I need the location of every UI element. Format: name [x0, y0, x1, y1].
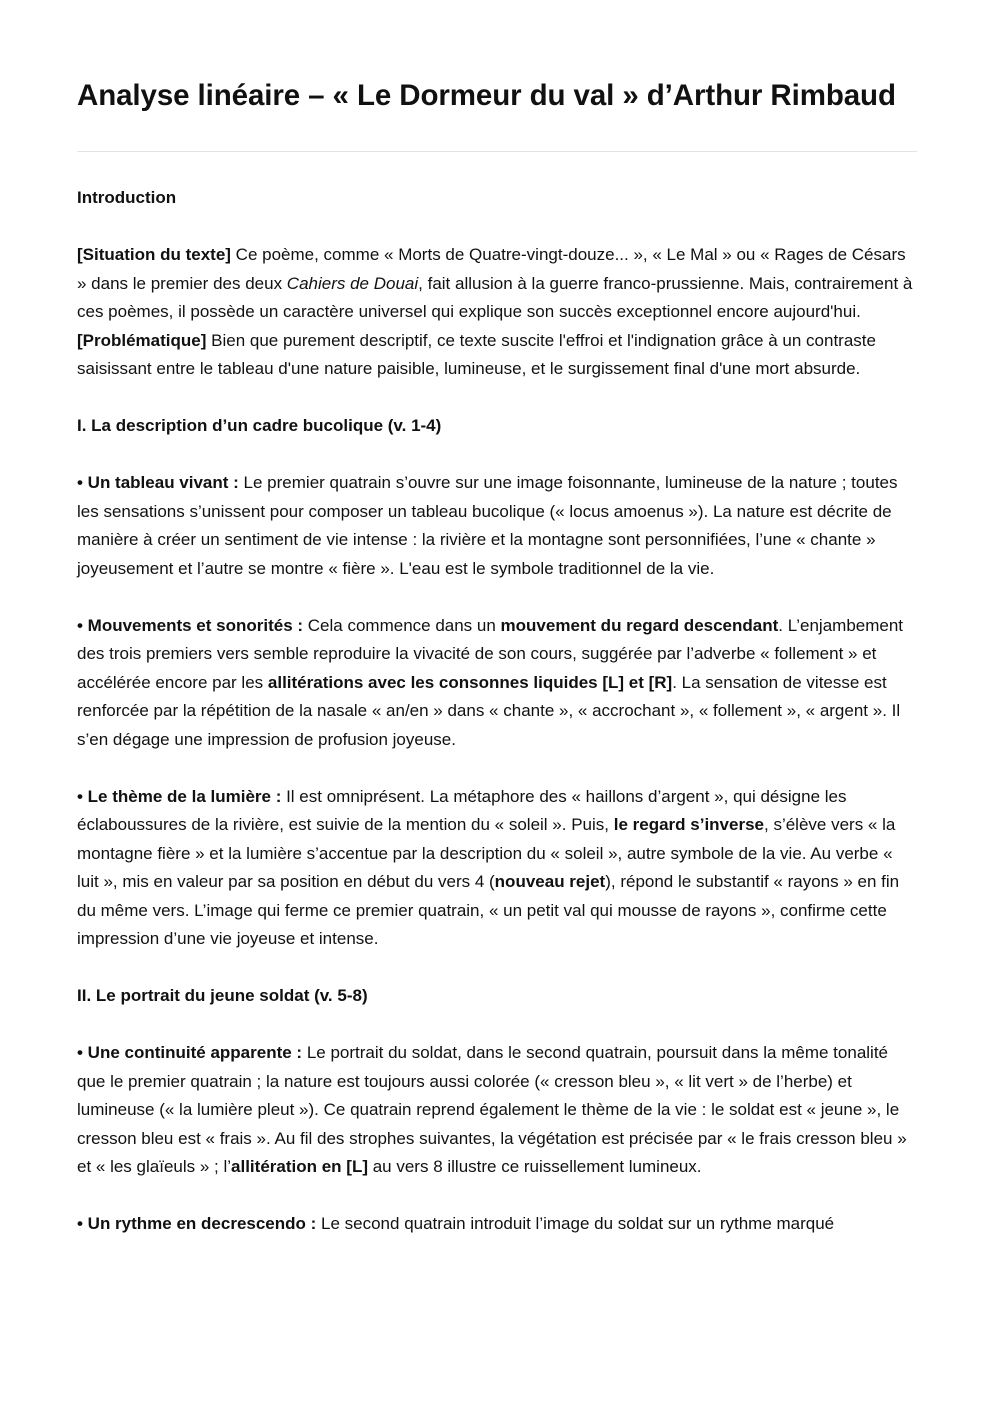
problematique-text: Bien que purement descriptif, ce texte suscite l'effroi et l'indignation grâce à un contraste saisissant entre le tableau d'une nature paisible, lumineuse, et le surgissement final d'une mort absurde.: [77, 330, 876, 378]
section1-paragraph-1: [77, 469, 917, 583]
section1-p2-text-a: Cela commence dans un: [303, 615, 501, 635]
section2-p1-label: • Une continuité apparente :: [77, 1043, 303, 1062]
document-body: [77, 184, 917, 1239]
section1-p3-bold-b: le regard s’inverse: [613, 815, 764, 834]
section1-paragraph-2: [77, 612, 917, 755]
section2-paragraph-1: [77, 1039, 917, 1182]
situation-text-a: Ce poème, comme « Morts de Quatre-vingt-douze... », « Le Mal » ou « Rages de Césars » dans le premier des deux: [77, 245, 906, 293]
section1-p2-bold-d: allitérations avec les consonnes liquides [L] et [R]: [267, 672, 673, 692]
section1-p3-bold-d: nouveau rejet: [494, 872, 606, 891]
section1-p2-bold-b: mouvement du regard descendant: [500, 615, 779, 635]
section2-p1-text-a: Le portrait du soldat, dans le second quatrain, poursuit dans la même tonalité que le premier quatrain ; la nature est toujours aussi colorée (« cresson bleu », « lit vert » de l’herbe) et lumineuse (« la lumière pleut »). Ce quatrain reprend également le thème de la vie : le soldat est « jeune », le cresson bleu est « frais ». Au fil des strophes suivantes, la végétation est précisée par « le frais cresson bleu » et « les glaïeuls » ; l’: [77, 1043, 907, 1176]
section1-p2-text-e: . La sensation de vitesse est renforcée par la répétition de la nasale « an/en » dans « chante », « accrochant », « follement », « argent ». Il s’en dégage une impression de profusion joyeuse.: [77, 672, 901, 749]
section2-p2-text: Le second quatrain introduit l’image du soldat sur un rythme marqué: [316, 1214, 835, 1233]
section1-p3-text-c: , s’élève vers « la montagne fière » et la lumière s’accentue par la description du « soleil », autre symbole de la vie. Au verbe « luit », mis en valeur par sa position en début du vers 4 (: [77, 815, 896, 891]
section2-p2-label: • Un rythme en decrescendo :: [77, 1214, 317, 1233]
situation-italic: Cahiers de Douai: [286, 273, 419, 293]
section1-p3-label: • Le thème de la lumière :: [77, 786, 282, 806]
intro-situation-paragraph: [77, 241, 917, 327]
section1-p3-text-e: ), répond le substantif « rayons » en fin du même vers. L’image qui ferme ce premier quatrain, « un petit val qui mousse de rayons », confirme cette impression d’une vie joyeuse et intense.: [77, 872, 900, 948]
section2-p1-text-c: au vers 8 illustre ce ruissellement lumineux.: [368, 1157, 702, 1176]
title-divider: [77, 151, 917, 152]
section1-heading: I. La description d’un cadre bucolique (v. 1-4): [77, 416, 442, 435]
situation-label: [Situation du texte]: [77, 245, 231, 264]
situation-text-b: , fait allusion à la guerre franco-prussienne. Mais, contrairement à ces poèmes, il possède un caractère universel qui explique son succès exceptionnel encore aujourd'hui.: [77, 273, 913, 321]
section1-paragraph-3: [77, 783, 917, 954]
intro-heading: Introduction: [77, 188, 177, 207]
section1-p2-text-c: . L’enjambement des trois premiers vers semble reproduire la vivacité de son cours, suggérée par l’adverbe « follement » et accélérée encore par les: [77, 615, 904, 692]
section1-p3-text-a: Il est omniprésent. La métaphore des « haillons d’argent », qui désigne les éclaboussures de la rivière, est suivie de la mention du « soleil ». Puis,: [77, 786, 847, 834]
section2-paragraph-2: [77, 1210, 917, 1239]
section2-p1-bold-b: allitération en [L]: [231, 1157, 368, 1176]
section1-p1-text: Le premier quatrain s’ouvre sur une image foisonnante, lumineuse de la nature ; toutes les sensations s’unissent pour composer un tableau bucolique (« locus amoenus »). La nature est décrite de manière à créer un sentiment de vie intense : la rivière et la montagne sont personnifiées, l’une « chante » joyeusement et l’autre se montre « fière ». L'eau est le symbole traditionnel de la vie.: [77, 473, 898, 578]
problematique-label: [Problématique]: [77, 330, 207, 350]
section2-heading: II. Le portrait du jeune soldat (v. 5-8): [77, 986, 368, 1005]
document-title: Analyse linéaire – « Le Dormeur du val » d’Arthur Rimbaud: [77, 79, 896, 112]
section1-p1-label: • Un tableau vivant :: [77, 473, 239, 492]
intro-problematique-paragraph: [77, 327, 917, 384]
section1-p2-label: • Mouvements et sonorités :: [77, 615, 304, 635]
